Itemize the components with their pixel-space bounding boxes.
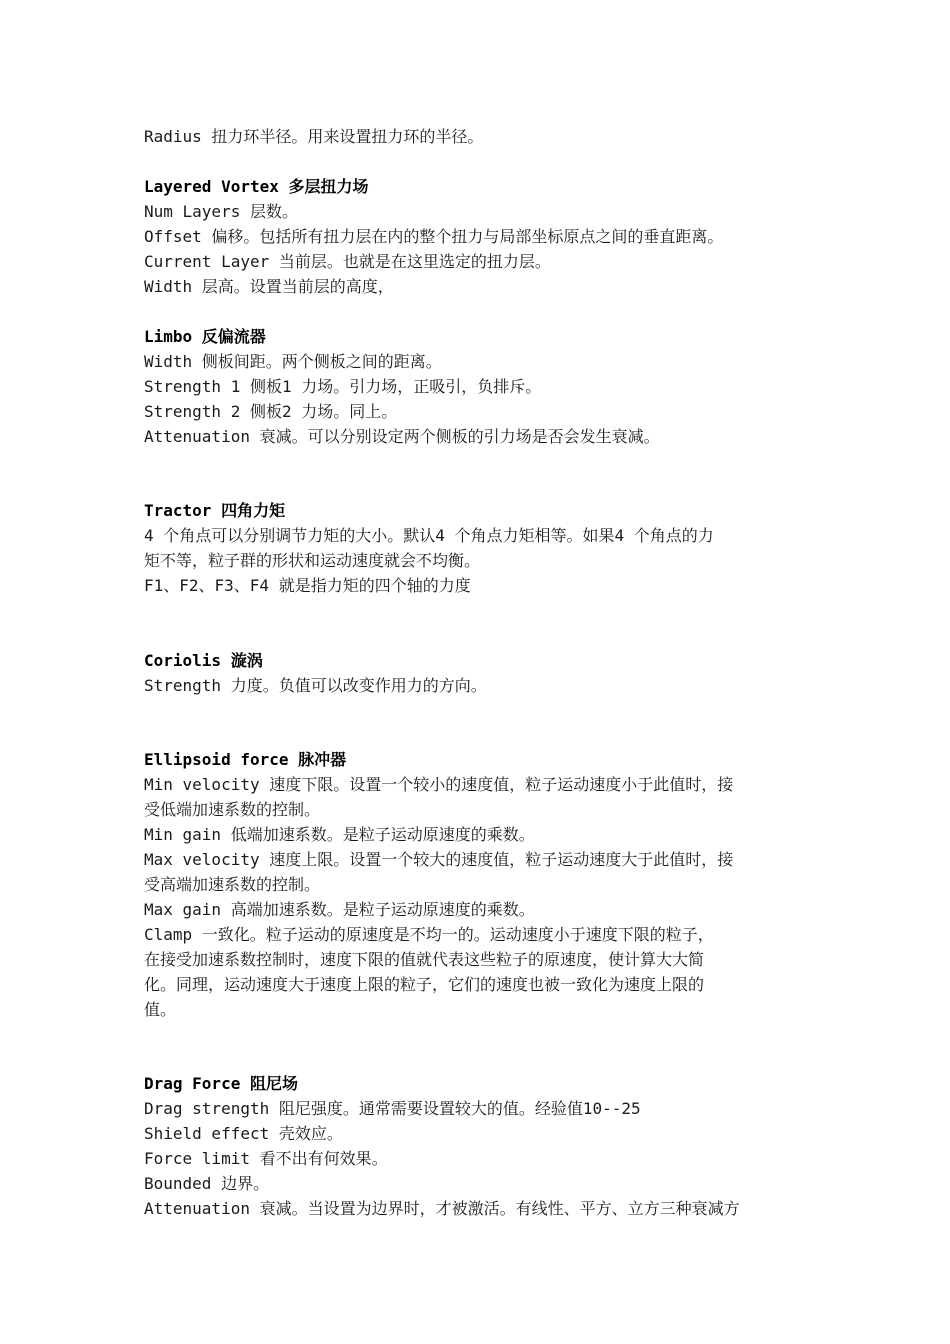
drag-line-3: Force limit 看不出有何效果。 — [144, 1149, 388, 1168]
heading-limbo: Limbo 反偏流器 — [144, 327, 266, 346]
tractor-line-2: 矩不等，粒子群的形状和运动速度就会不均衡。 — [144, 551, 481, 570]
layered-line-1: Num Layers 层数。 — [144, 202, 298, 221]
radius-line: Radius 扭力环半径。用来设置扭力环的半径。 — [144, 127, 484, 146]
heading-drag-force: Drag Force 阻尼场 — [144, 1074, 298, 1093]
tractor-line-1: 4 个角点可以分别调节力矩的大小。默认4 个角点力矩相等。如果4 个角点的力 — [144, 526, 714, 545]
drag-line-2: Shield effect 壳效应。 — [144, 1124, 343, 1143]
drag-line-5: Attenuation 衰减。当设置为边界时，才被激活。有线性、平方、立方三种衰减方 — [144, 1199, 740, 1218]
layered-line-4: Width 层高。设置当前层的高度， — [144, 277, 394, 296]
tractor-line-3: F1、F2、F3、F4 就是指力矩的四个轴的力度 — [144, 576, 471, 595]
heading-tractor: Tractor 四角力矩 — [144, 501, 286, 520]
ellipsoid-line-5: 受高端加速系数的控制。 — [144, 875, 321, 894]
limbo-line-1: Width 侧板间距。两个侧板之间的距离。 — [144, 352, 442, 371]
heading-coriolis: Coriolis 漩涡 — [144, 651, 263, 670]
heading-layered-vortex: Layered Vortex 多层扭力场 — [144, 177, 369, 196]
ellipsoid-line-1: Min velocity 速度下限。设置一个较小的速度值，粒子运动速度小于此值时，接 — [144, 775, 734, 794]
limbo-line-2: Strength 1 侧板1 力场。引力场，正吸引，负排斥。 — [144, 377, 542, 396]
ellipsoid-line-6: Max gain 高端加速系数。是粒子运动原速度的乘数。 — [144, 900, 535, 919]
drag-line-1: Drag strength 阻尼强度。通常需要设置较大的值。经验值10--25 — [144, 1099, 641, 1118]
ellipsoid-line-10: 值。 — [144, 1000, 177, 1019]
heading-ellipsoid-force: Ellipsoid force 脉冲器 — [144, 750, 347, 769]
coriolis-line-1: Strength 力度。负值可以改变作用力的方向。 — [144, 676, 487, 695]
limbo-line-3: Strength 2 侧板2 力场。同上。 — [144, 402, 398, 421]
ellipsoid-line-2: 受低端加速系数的控制。 — [144, 800, 321, 819]
ellipsoid-line-4: Max velocity 速度上限。设置一个较大的速度值，粒子运动速度大于此值时，接 — [144, 850, 734, 869]
limbo-line-4: Attenuation 衰减。可以分别设定两个侧板的引力场是否会发生衰减。 — [144, 427, 660, 446]
ellipsoid-line-3: Min gain 低端加速系数。是粒子运动原速度的乘数。 — [144, 825, 535, 844]
ellipsoid-line-7: Clamp 一致化。粒子运动的原速度是不均一的。运动速度小于速度下限的粒子， — [144, 925, 714, 944]
ellipsoid-line-8: 在接受加速系数控制时，速度下限的值就代表这些粒子的原速度，使计算大大简 — [144, 950, 705, 969]
drag-line-4: Bounded 边界。 — [144, 1174, 270, 1193]
layered-line-3: Current Layer 当前层。也就是在这里选定的扭力层。 — [144, 252, 551, 271]
layered-line-2: Offset 偏移。包括所有扭力层在内的整个扭力与局部坐标原点之间的垂直距离。 — [144, 227, 724, 246]
ellipsoid-line-9: 化。同理，运动速度大于速度上限的粒子，它们的速度也被一致化为速度上限的 — [144, 975, 705, 994]
